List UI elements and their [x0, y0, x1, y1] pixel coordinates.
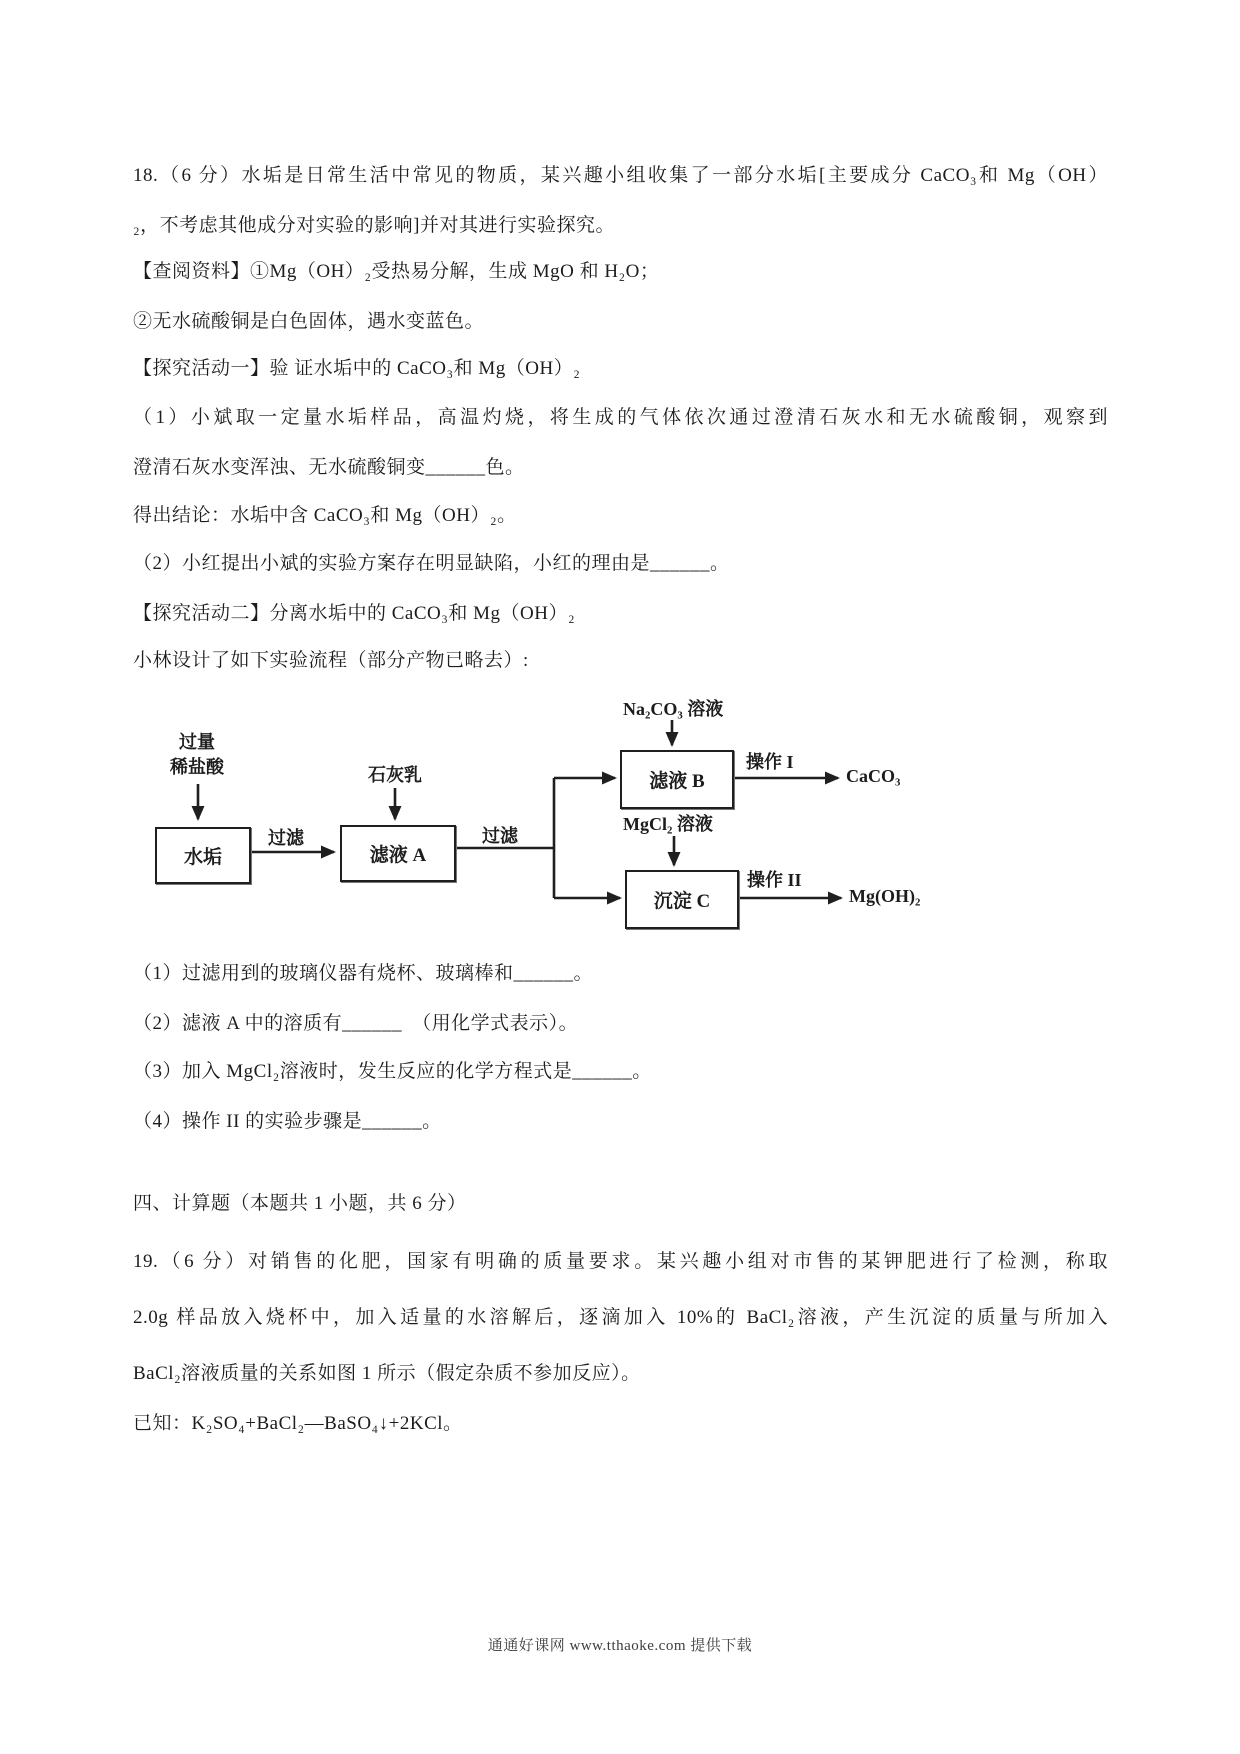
- filter-label-2: 过滤: [482, 826, 518, 846]
- q18-conclusion: 得出结论：水垢中含 CaCO₃和 Mg（OH）₂。: [133, 505, 517, 526]
- flowchart-arrows: [140, 690, 940, 950]
- product-mgoh2: Mg(OH)₂: [849, 886, 921, 906]
- excess-hcl-line1: 过量: [179, 732, 215, 752]
- na2co3-solution-label: Na₂CO₃ 溶液: [623, 699, 724, 719]
- box-filtrate-a: 滤液 A: [340, 825, 456, 882]
- section-4-title: 四、计算题（本题共 1 小题，共 6 分）: [133, 1193, 467, 1214]
- q18-part-2: （2）小红提出小斌的实验方案存在明显缺陷，小红的理由是______。: [133, 553, 730, 574]
- q18-sub-2: （2）滤液 A 中的溶质有______ （用化学式表示）。: [133, 1013, 579, 1034]
- box-scale: 水垢: [155, 827, 251, 884]
- q19-line-3: BaCl₂溶液质量的关系如图 1 所示（假定杂质不参加反应）。: [133, 1363, 641, 1384]
- q18-sub-3: （3）加入 MgCl₂溶液时，发生反应的化学方程式是______。: [133, 1061, 652, 1082]
- lime-milk-label: 石灰乳: [368, 765, 422, 785]
- box-filtrate-b: 滤液 B: [620, 750, 734, 809]
- excess-hcl-label: [157, 730, 237, 780]
- footer-watermark: 通通好课网 www.tthaoke.com 提供下载: [487, 1638, 753, 1654]
- operation-2-label: 操作 II: [747, 870, 802, 890]
- operation-1-label: 操作 I: [746, 752, 794, 772]
- q19-line-2: 2.0g 样品放入烧杯中，加入适量的水溶解后，逐滴加入 10%的 BaCl₂溶液，产生沉淀的质量与所加入: [133, 1307, 1108, 1328]
- q18-sub-4: （4）操作 II 的实验步骤是______。: [133, 1111, 442, 1132]
- q18-activity-1-step: （1）小斌取一定量水垢样品，高温灼烧，将生成的气体依次通过澄清石灰水和无水硫酸铜，观察到: [133, 407, 1108, 428]
- q19-line-1: 19.（6 分）对销售的化肥，国家有明确的质量要求。某兴趣小组对市售的某钾肥进行了检测，称取: [133, 1251, 1108, 1272]
- q18-reference-material-2: ②无水硫酸铜是白色固体，遇水变蓝色。: [133, 311, 485, 332]
- q18-flow-intro: 小林设计了如下实验流程（部分产物已略去）:: [133, 650, 529, 671]
- q18-activity-1-observation: 澄清石灰水变浑浊、无水硫酸铜变______色。: [133, 457, 525, 478]
- box-precipitate-c: 沉淀 C: [625, 870, 739, 929]
- q19-known-equation: 已知：K₂SO₄+BaCl₂—BaSO₄↓+2KCl。: [133, 1413, 463, 1434]
- q18-line-1: 18.（6 分）水垢是日常生活中常见的物质，某兴趣小组收集了一部分水垢[主要成分 CaCO₃和 Mg（OH）: [133, 165, 1108, 186]
- q18-sub-1: （1）过滤用到的玻璃仪器有烧杯、玻璃棒和______。: [133, 963, 594, 984]
- q18-activity-1-title: 【探究活动一】验 证水垢中的 CaCO₃和 Mg（OH）₂: [133, 358, 581, 379]
- q18-reference-material: 【查阅资料】①Mg（OH）₂受热易分解，生成 MgO 和 H₂O；: [133, 261, 660, 282]
- experiment-flowchart: [140, 690, 940, 950]
- excess-hcl-line2: 稀盐酸: [170, 757, 224, 777]
- product-caco3: CaCO₃: [846, 766, 901, 786]
- q18-line-2: ₂，不考虑其他成分对实验的影响]并对其进行实验探究。: [133, 215, 615, 236]
- q18-activity-2-title: 【探究活动二】分离水垢中的 CaCO₃和 Mg（OH）₂: [133, 603, 576, 624]
- mgcl2-solution-label: MgCl₂ 溶液: [623, 814, 713, 834]
- filter-label-1: 过滤: [268, 828, 304, 848]
